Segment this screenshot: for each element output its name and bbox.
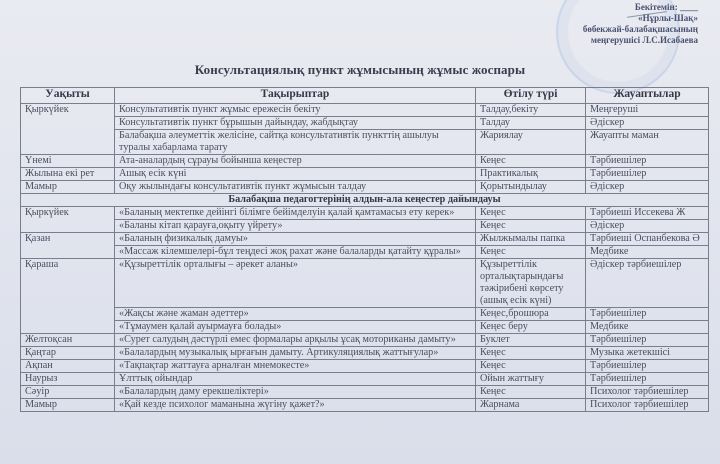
cell-responsible: Әдіскер	[586, 117, 709, 130]
cell-time: Қаңтар	[21, 347, 115, 360]
cell-topic: «Массаж кілемшелері-бұл теңдесі жоқ рахат және балаларды қатайту құралы»	[115, 246, 476, 259]
cell-topic: Балабақша әлеуметтік желісіне, сайтқа консультативтік пункттің ашылуы туралы хабарлама тарату	[115, 130, 476, 155]
table-row	[21, 220, 709, 233]
table-header-row	[21, 88, 709, 104]
cell-form: Буклет	[476, 334, 586, 347]
approval-line-1: Бекітемін: ____	[634, 2, 698, 12]
cell-form: Кеңес	[476, 347, 586, 360]
table-row	[21, 233, 709, 246]
cell-topic: Консультативтік пункт бұрышын дайындау, жабдықтау	[115, 117, 476, 130]
cell-form: Кеңес	[476, 155, 586, 168]
cell-topic: «Баланың мектепке дейінгі білімге бейімделуін қалай қамтамасыз ету керек»	[115, 207, 476, 220]
cell-responsible: Тәрбиеші Оспанбекова Ә	[586, 233, 709, 246]
table-row	[21, 321, 709, 334]
cell-topic: Ата-аналардың сұрауы бойынша кеңестер	[115, 155, 476, 168]
header-time: Уақыты	[21, 88, 115, 104]
table-row	[21, 181, 709, 194]
cell-time: Қазан	[21, 233, 115, 259]
cell-responsible: Тәрбиешілер	[586, 168, 709, 181]
table-row	[21, 334, 709, 347]
cell-form: Кеңес	[476, 246, 586, 259]
cell-topic: «Қай кезде психолог маманына жүгіну қажет?»	[115, 399, 476, 412]
cell-form: Кеңес	[476, 360, 586, 373]
cell-topic: Ашық есік күні	[115, 168, 476, 181]
cell-responsible: Әдіскер	[586, 220, 709, 233]
cell-responsible: Әдіскер	[586, 181, 709, 194]
approval-line-4: меңгерушісі Л.С.Исабаева	[590, 35, 698, 45]
header-responsible: Жауаптылар	[586, 88, 709, 104]
cell-time: Мамыр	[21, 399, 115, 412]
cell-responsible: Әдіскер тәрбиешілер	[586, 259, 709, 308]
approval-line-2: «Нұрлы-Шақ»	[638, 13, 698, 23]
cell-responsible: Жауапты маман	[586, 130, 709, 155]
table-row	[21, 104, 709, 117]
cell-form: Кеңес	[476, 386, 586, 399]
table-row	[21, 246, 709, 259]
cell-responsible: Тәрбиешілер	[586, 373, 709, 386]
table-row	[21, 155, 709, 168]
approval-block	[548, 2, 698, 46]
cell-time: Наурыз	[21, 373, 115, 386]
work-plan-table	[20, 87, 709, 412]
cell-form: Кеңес	[476, 220, 586, 233]
cell-time: Қараша	[21, 259, 115, 334]
document-title: Консультациялық пункт жұмысының жұмыс жоспары	[194, 62, 526, 77]
table-row	[21, 386, 709, 399]
cell-form: Қорытындылау	[476, 181, 586, 194]
cell-form: Кеңес,брошюра	[476, 308, 586, 321]
cell-form: Құзыреттілік орталықтарындағы тәжірибені көрсету (ашық есік күні)	[476, 259, 586, 308]
cell-responsible: Тәрбиешілер	[586, 155, 709, 168]
cell-form: Кеңес	[476, 207, 586, 220]
cell-time: Желтоқсан	[21, 334, 115, 347]
cell-topic: Оқу жылындағы консультативтік пункт жұмысын талдау	[115, 181, 476, 194]
cell-form: Талдау,бекіту	[476, 104, 586, 117]
table-row	[21, 130, 709, 155]
cell-topic: «Тақпақтар жаттауға арналған мнемокесте»	[115, 360, 476, 373]
cell-responsible: Музыка жетекшісі	[586, 347, 709, 360]
cell-responsible: Медбике	[586, 321, 709, 334]
cell-form: Талдау	[476, 117, 586, 130]
cell-topic: «Құзыреттілік орталығы – әрекет аланы»	[115, 259, 476, 308]
cell-form: Жылжымалы папка	[476, 233, 586, 246]
table-row	[21, 117, 709, 130]
cell-time: Сәуір	[21, 386, 115, 399]
cell-topic: «Сурет салудың дәстүрлі емес формалары арқылы ұсақ моториканы дамыту»	[115, 334, 476, 347]
cell-time: Қыркүйек	[21, 104, 115, 155]
cell-time: Ақпан	[21, 360, 115, 373]
header-form: Өтілу түрі	[476, 88, 586, 104]
cell-time: Жылына екі рет	[21, 168, 115, 181]
cell-time: Үнемі	[21, 155, 115, 168]
cell-form: Кеңес беру	[476, 321, 586, 334]
cell-topic: «Жақсы және жаман әдеттер»	[115, 308, 476, 321]
cell-topic: Консультативтік пункт жұмыс ережесін бекіту	[115, 104, 476, 117]
cell-time: Мамыр	[21, 181, 115, 194]
cell-responsible: Медбике	[586, 246, 709, 259]
cell-responsible: Психолог тәрбиешілер	[586, 386, 709, 399]
table-row	[21, 207, 709, 220]
cell-responsible: Тәрбиеші Иссекева Ж	[586, 207, 709, 220]
cell-form: Жариялау	[476, 130, 586, 155]
cell-time: Қыркүйек	[21, 207, 115, 233]
cell-topic: «Баланы кітап қарауға,оқыту үйрету»	[115, 220, 476, 233]
cell-form: Практикалық	[476, 168, 586, 181]
table-row	[21, 347, 709, 360]
table-row	[21, 373, 709, 386]
table-row	[21, 308, 709, 321]
section-row	[21, 194, 709, 207]
cell-topic: Ұлттық ойындар	[115, 373, 476, 386]
cell-topic: «Балалардың музыкалық ырғағын дамыту. Артикуляциялық жаттығулар»	[115, 347, 476, 360]
cell-form: Жарнама	[476, 399, 586, 412]
cell-responsible: Тәрбиешілер	[586, 334, 709, 347]
table-row	[21, 259, 709, 308]
cell-topic: «Тұмаумен қалай ауырмауға болады»	[115, 321, 476, 334]
cell-responsible: Меңгеруші	[586, 104, 709, 117]
table-row	[21, 360, 709, 373]
approval-line-3: бөбекжай-балабақшасының	[582, 24, 698, 34]
cell-responsible: Тәрбиешілер	[586, 360, 709, 373]
cell-form: Ойын жаттығу	[476, 373, 586, 386]
section-title: Балабақша педагогтерінің алдын-ала кеңестер дайындауы	[21, 194, 709, 207]
table-row	[21, 168, 709, 181]
header-topics: Тақырыптар	[115, 88, 476, 104]
table-row	[21, 399, 709, 412]
cell-responsible: Психолог тәрбиешілер	[586, 399, 709, 412]
cell-topic: «Балалардың даму ерекшеліктері»	[115, 386, 476, 399]
cell-responsible: Тәрбиешілер	[586, 308, 709, 321]
cell-topic: «Баланың физикалық дамуы»	[115, 233, 476, 246]
